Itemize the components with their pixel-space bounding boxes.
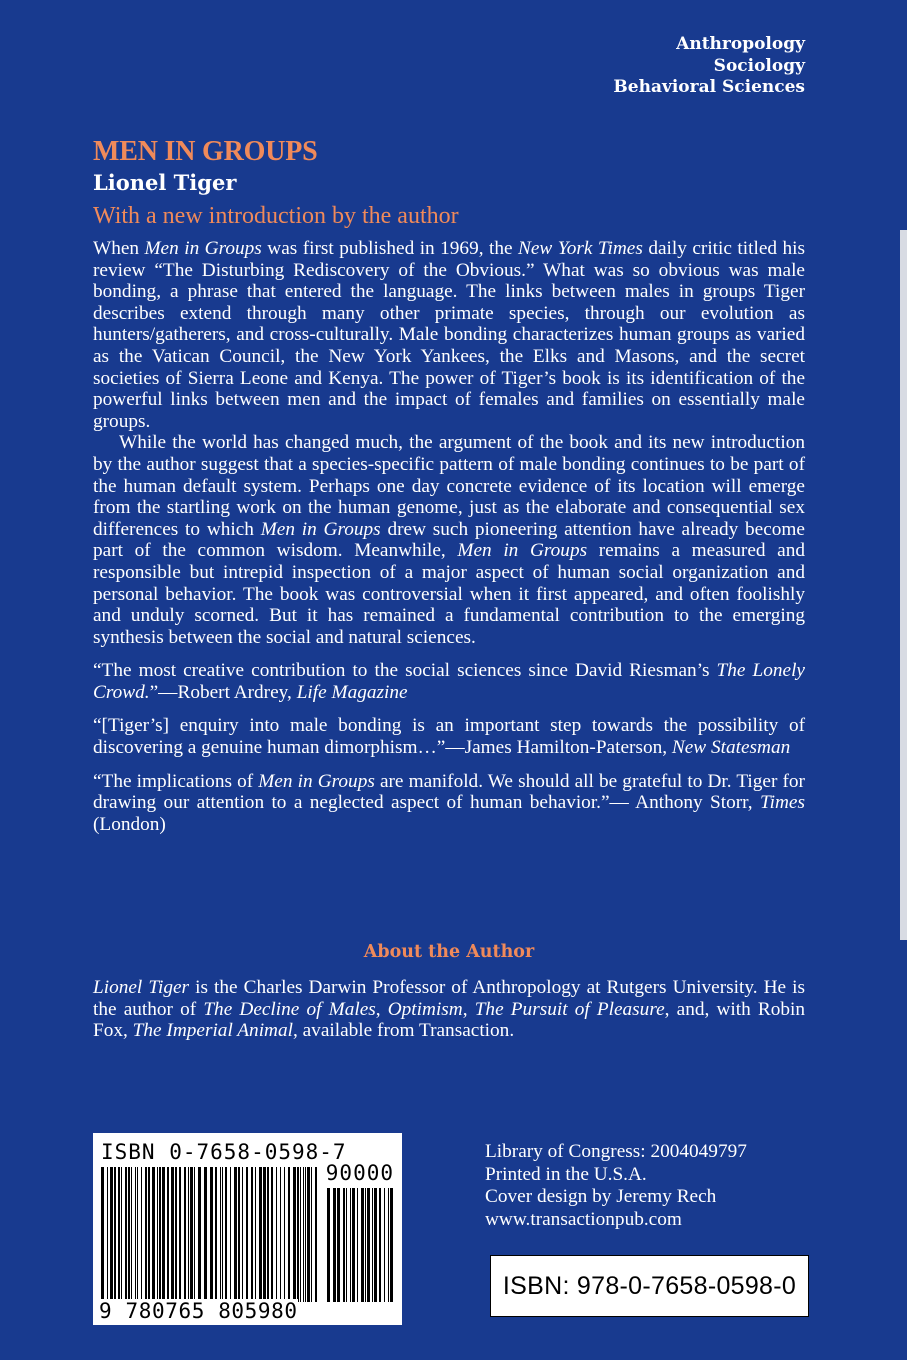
barcode-bar <box>222 1167 223 1302</box>
barcode-bar <box>194 1167 195 1302</box>
barcode-bar <box>293 1167 296 1302</box>
barcode-bar <box>162 1167 165 1302</box>
barcode-bar <box>259 1167 262 1302</box>
barcode-bar <box>171 1167 174 1302</box>
review-quote-3: “The implications of Men in Groups are manifold. We should all be grateful to Dr. Tiger for drawing our attention to a neglected aspect of human behavior.”— Anthony Storr, Times (London) <box>93 770 805 835</box>
barcode-bar <box>230 1167 231 1302</box>
barcode-bar <box>288 1167 290 1302</box>
barcode-bar <box>311 1167 312 1302</box>
barcode-box <box>93 1133 402 1325</box>
barcode-bar <box>242 1167 243 1302</box>
publisher-info <box>485 1141 747 1231</box>
barcode-bar <box>190 1167 193 1302</box>
page-edge <box>900 230 907 940</box>
barcode-bar <box>131 1167 132 1302</box>
ean-barcode <box>101 1167 319 1302</box>
italic-run: New Statesman <box>671 737 791 759</box>
barcode-bar <box>225 1167 227 1302</box>
barcode-bar <box>280 1167 281 1302</box>
barcode-bar <box>263 1167 266 1302</box>
barcode-bar <box>159 1167 161 1302</box>
barcode-bar <box>107 1167 108 1302</box>
italic-run: Men in Groups <box>258 770 375 792</box>
description-paragraph-1: When Men in Groups was first published in 1969, the New York Times daily critic titled his review “The Disturbing Rediscovery of the Obvious.” What was so obvious was male bonding, a phrase that entered the language. The links between males in groups Tiger describes extend through many other primate species, through our evolution as hunters/gatherers, and cross-culturally. Male bonding characterizes human groups as varied as the Vatican Council, the New York Yankees, the Elks and Masons, and the secret societies of Sierra Leone and Kenya. The power of Tiger’s book is its identification of the powerful links between men and the impact of females and families on essentially male groups. <box>93 238 806 432</box>
italic-run: Times <box>759 792 805 814</box>
italic-run: The Imperial Animal <box>132 1020 293 1042</box>
barcode-bar <box>361 1188 364 1302</box>
barcode-bar <box>238 1167 240 1302</box>
barcode-bar <box>110 1167 113 1302</box>
book-title: MEN IN GROUPS <box>93 136 318 167</box>
barcode-bar <box>343 1188 345 1302</box>
barcode-bar <box>220 1167 221 1302</box>
barcode-bar <box>267 1167 269 1302</box>
barcode-bar <box>179 1167 181 1302</box>
italic-run: Life Magazine <box>296 681 408 703</box>
barcode-bar <box>210 1167 213 1302</box>
barcode-bar <box>327 1188 330 1302</box>
barcode-bar <box>125 1167 127 1302</box>
barcode-bar <box>121 1167 122 1302</box>
barcode-bar <box>346 1188 347 1302</box>
barcode-bar <box>175 1167 177 1302</box>
subject-item: Behavioral Sciences <box>613 77 805 97</box>
review-quote-2: “[Tiger’s] enquiry into male bonding is an important step towards the possibility of discovering a genuine human dimorphism…”—James Hamilton-Paterson, New Statesman <box>93 715 805 759</box>
italic-run: The Lonely Crowd. <box>93 660 805 703</box>
barcode-bar <box>390 1188 393 1302</box>
barcode-bar <box>128 1167 130 1302</box>
subject-categories <box>613 34 805 99</box>
italic-run: Lionel Tiger <box>93 977 190 998</box>
barcode-bar <box>372 1188 373 1302</box>
italic-run: Men in Groups <box>457 540 588 562</box>
subject-item: Sociology <box>713 55 805 76</box>
barcode-bar <box>148 1167 150 1302</box>
printed-in: Printed in the U.S.A. <box>485 1163 647 1185</box>
barcode-bar <box>271 1167 273 1302</box>
subject-item: Anthropology <box>676 34 805 54</box>
barcode-bar <box>215 1167 217 1302</box>
barcode-bar <box>303 1167 304 1302</box>
barcode-bar <box>234 1167 237 1302</box>
barcode-bar <box>300 1167 301 1302</box>
italic-run: The Decline of Males <box>203 998 376 1020</box>
about-author-paragraph: Lionel Tiger is the Charles Darwin Professor of Anthropology at Rutgers University. He is the author of The Decline of Males, Optimism, The Pursuit of Pleasure, and, with Robin Fox, The Imperial Animal, available from Transaction. <box>93 977 806 1042</box>
ean-number: 9 780765 805980 <box>99 1299 298 1323</box>
loc-number: Library of Congress: 2004049797 <box>485 1141 747 1162</box>
about-author-text <box>93 977 805 1042</box>
barcode-bar <box>352 1188 355 1302</box>
barcode-bar <box>276 1167 277 1302</box>
barcode-bar <box>251 1167 253 1302</box>
barcode-bar <box>114 1167 116 1302</box>
italic-run: Men in Groups <box>260 518 381 540</box>
barcode-bar <box>315 1167 317 1302</box>
barcode-bar <box>152 1167 155 1302</box>
barcode-bar <box>284 1167 285 1302</box>
barcode-bar <box>118 1167 120 1302</box>
barcode-bar <box>350 1188 351 1302</box>
barcode-bar <box>365 1188 366 1302</box>
review-quote-1: “The most creative contribution to the social sciences since David Riesman’s The Lonely Crowd.”—Robert Ardrey, Life Magazine <box>93 660 805 703</box>
barcode-bar <box>167 1167 169 1302</box>
book-subtitle: With a new introduction by the author <box>93 203 459 229</box>
italic-run: New York Times <box>518 238 643 259</box>
description <box>93 238 805 835</box>
barcode-bar <box>337 1188 340 1302</box>
barcode-bar <box>384 1188 385 1302</box>
barcode-bar <box>184 1167 186 1302</box>
description-paragraph-2: While the world has changed much, the argument of the book and its new introduction by the author suggest that a species-specific pattern of male bonding continues to be part of the human default system. Perhaps one day concrete evidence of its location will emerge from the startling work on the human genome, just as the elaborate and consequential sex differences to which Men in Groups drew such pioneering attention have already become part of the common wisdom. Meanwhile, Men in Groups remains a measured and responsible but intrepid inspection of a major aspect of human social organization and personal behavior. The book was controversial when it first appeared, and often foolishly and unduly scorned. But it has remained a fundamental contribution to the emerging synthesis between the social and natural sciences. <box>93 432 806 648</box>
italic-run: Optimism <box>387 998 463 1020</box>
barcode-bar <box>297 1167 299 1302</box>
barcode-bar <box>145 1167 147 1302</box>
italic-run: Men in Groups <box>144 238 262 259</box>
barcode-bar <box>367 1188 370 1302</box>
barcode-bar <box>157 1167 158 1302</box>
barcode-bar <box>379 1188 381 1302</box>
price-barcode <box>327 1188 394 1302</box>
barcode-bar <box>141 1167 142 1302</box>
isbn10-label: ISBN 0-7658-0598-7 <box>101 1140 347 1164</box>
barcode-bar <box>388 1188 389 1302</box>
barcode-bar <box>374 1188 377 1302</box>
cover-design-credit: Cover design by Jeremy Rech <box>485 1186 717 1207</box>
barcode-bar <box>305 1167 306 1302</box>
book-author: Lionel Tiger <box>93 170 237 195</box>
barcode-bar <box>204 1167 207 1302</box>
isbn13-label: ISBN: 978-0-7658-0598-0 <box>490 1255 809 1317</box>
about-author-heading: About the Author <box>363 942 535 962</box>
barcode-bar <box>101 1167 104 1302</box>
barcode-bar <box>357 1188 358 1302</box>
barcode-bar <box>333 1188 336 1302</box>
barcode-bar <box>188 1167 189 1302</box>
barcode-bar <box>135 1167 136 1302</box>
italic-run: The Pursuit of Pleasure <box>474 998 665 1020</box>
barcode-bar <box>307 1167 310 1302</box>
barcode-bar <box>255 1167 256 1302</box>
price-code: 90000 <box>325 1161 394 1185</box>
publisher-website[interactable]: www.transactionpub.com <box>485 1208 682 1230</box>
barcode-bar <box>198 1167 201 1302</box>
barcode-bar <box>137 1167 138 1302</box>
barcode-bar <box>246 1167 248 1302</box>
